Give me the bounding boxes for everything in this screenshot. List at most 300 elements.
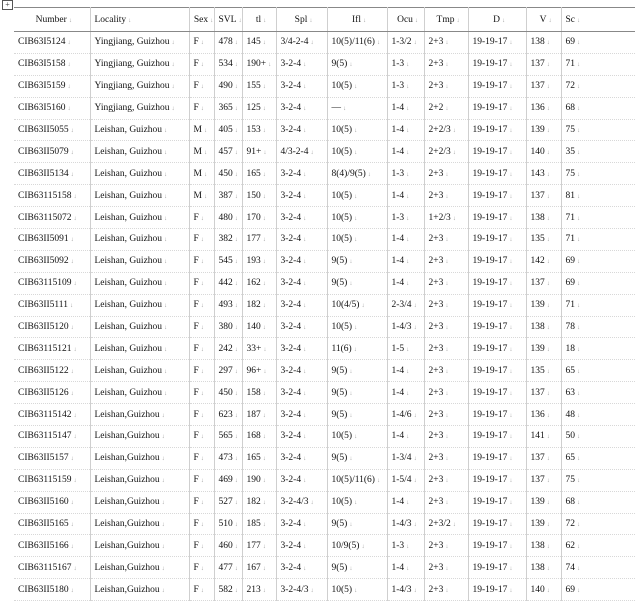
cell-locality: Yingjiang, Guizhou ↓ bbox=[90, 97, 189, 119]
cell-sex: F ↓ bbox=[189, 97, 214, 119]
table-row bbox=[14, 32, 635, 54]
cell-spl: 3-2-4 ↓ bbox=[276, 119, 327, 141]
cell-spl: 3-2-4 ↓ bbox=[276, 163, 327, 185]
table-row bbox=[14, 447, 635, 469]
cell-d: 19-19-17 ↓ bbox=[468, 53, 526, 75]
cell-tl: 158 ↓ bbox=[242, 382, 276, 404]
cell-number: CIB63115072 ↓ bbox=[14, 207, 90, 229]
cell-ifl: 10/9(5) ↓ bbox=[327, 535, 387, 557]
cell-tl: 193 ↓ bbox=[242, 250, 276, 272]
column-header-tmp: Tmp ↓ bbox=[424, 8, 468, 32]
cell-v: 139 ↓ bbox=[526, 491, 561, 513]
cell-ifl: 10(4/5) ↓ bbox=[327, 294, 387, 316]
cell-sc: 69 ↓ bbox=[561, 250, 635, 272]
cell-ifl: 10(5) ↓ bbox=[327, 185, 387, 207]
cell-tl: 165 ↓ bbox=[242, 447, 276, 469]
cell-svl: 493 ↓ bbox=[214, 294, 242, 316]
column-header-v: V ↓ bbox=[526, 8, 561, 32]
cell-locality: Leishan,Guizhou ↓ bbox=[90, 491, 189, 513]
cell-sex: F ↓ bbox=[189, 447, 214, 469]
cell-tmp: 2+3 ↓ bbox=[424, 491, 468, 513]
cell-ifl: 9(5) ↓ bbox=[327, 513, 387, 535]
cell-locality: Leishan, Guizhou ↓ bbox=[90, 316, 189, 338]
cell-number: CIB63I5124 ↓ bbox=[14, 32, 90, 54]
cell-d: 19-19-17 ↓ bbox=[468, 535, 526, 557]
table-row bbox=[14, 513, 635, 535]
cell-locality: Leishan, Guizhou ↓ bbox=[90, 141, 189, 163]
cell-v: 142 ↓ bbox=[526, 250, 561, 272]
cell-sex: F ↓ bbox=[189, 338, 214, 360]
cell-sex: F ↓ bbox=[189, 229, 214, 251]
cell-tmp: 2+3 ↓ bbox=[424, 53, 468, 75]
cell-ocu: 2-3/4 ↓ bbox=[387, 294, 424, 316]
cell-sex: F ↓ bbox=[189, 404, 214, 426]
cell-v: 137 ↓ bbox=[526, 447, 561, 469]
table-body bbox=[14, 32, 635, 601]
cell-ifl: 10(5)/11(6) ↓ bbox=[327, 32, 387, 54]
cell-sc: 71 ↓ bbox=[561, 294, 635, 316]
cell-locality: Leishan,Guizhou ↓ bbox=[90, 404, 189, 426]
cell-sex: F ↓ bbox=[189, 382, 214, 404]
cell-tl: 125 ↓ bbox=[242, 97, 276, 119]
cell-ocu: 1-4/6 ↓ bbox=[387, 404, 424, 426]
cell-v: 137 ↓ bbox=[526, 75, 561, 97]
cell-sc: 68 ↓ bbox=[561, 97, 635, 119]
cell-svl: 365 ↓ bbox=[214, 97, 242, 119]
cell-sex: F ↓ bbox=[189, 207, 214, 229]
cell-v: 138 ↓ bbox=[526, 32, 561, 54]
cell-locality: Yingjiang, Guizhou ↓ bbox=[90, 53, 189, 75]
cell-spl: 3-2-4 ↓ bbox=[276, 535, 327, 557]
cell-d: 19-19-17 ↓ bbox=[468, 185, 526, 207]
cell-sex: F ↓ bbox=[189, 579, 214, 601]
cell-ocu: 1-4/3 ↓ bbox=[387, 316, 424, 338]
cell-locality: Leishan, Guizhou ↓ bbox=[90, 119, 189, 141]
cell-d: 19-19-17 ↓ bbox=[468, 229, 526, 251]
cell-d: 19-19-17 ↓ bbox=[468, 426, 526, 448]
cell-tmp: 2+3 ↓ bbox=[424, 338, 468, 360]
cell-v: 137 ↓ bbox=[526, 469, 561, 491]
cell-ocu: 1-3/4 ↓ bbox=[387, 447, 424, 469]
cell-spl: 3-2-4 ↓ bbox=[276, 97, 327, 119]
cell-number: CIB63115121 ↓ bbox=[14, 338, 90, 360]
specimen-table bbox=[14, 7, 635, 601]
table-row bbox=[14, 557, 635, 579]
table-row bbox=[14, 53, 635, 75]
cell-locality: Leishan, Guizhou ↓ bbox=[90, 229, 189, 251]
cell-tmp: 2+3 ↓ bbox=[424, 32, 468, 54]
cell-spl: 3-2-4 ↓ bbox=[276, 557, 327, 579]
cell-tmp: 2+3 ↓ bbox=[424, 404, 468, 426]
cell-locality: Leishan,Guizhou ↓ bbox=[90, 557, 189, 579]
column-header-ocu: Ocu ↓ bbox=[387, 8, 424, 32]
cell-tmp: 2+3 ↓ bbox=[424, 163, 468, 185]
cell-tl: 155 ↓ bbox=[242, 75, 276, 97]
cell-ocu: 1-4/3 ↓ bbox=[387, 513, 424, 535]
cell-tl: 150 ↓ bbox=[242, 185, 276, 207]
column-header-sc: Sc ↓ bbox=[561, 8, 635, 32]
table-row bbox=[14, 404, 635, 426]
cell-ifl: 9(5) ↓ bbox=[327, 250, 387, 272]
cell-ocu: 1-4 ↓ bbox=[387, 557, 424, 579]
cell-tl: 162 ↓ bbox=[242, 272, 276, 294]
cell-d: 19-19-17 ↓ bbox=[468, 97, 526, 119]
cell-number: CIB63II5079 ↓ bbox=[14, 141, 90, 163]
cell-spl: 3-2-4 ↓ bbox=[276, 513, 327, 535]
cell-d: 19-19-17 ↓ bbox=[468, 404, 526, 426]
cell-spl: 3-2-4 ↓ bbox=[276, 316, 327, 338]
cell-tl: 33+ ↓ bbox=[242, 338, 276, 360]
cell-number: CIB63115109 ↓ bbox=[14, 272, 90, 294]
cell-ocu: 1-4 ↓ bbox=[387, 97, 424, 119]
cell-ifl: 10(5) ↓ bbox=[327, 141, 387, 163]
cell-number: CIB63II5111 ↓ bbox=[14, 294, 90, 316]
table-row bbox=[14, 338, 635, 360]
cell-v: 137 ↓ bbox=[526, 382, 561, 404]
cell-spl: 3-2-4 ↓ bbox=[276, 272, 327, 294]
cell-svl: 582 ↓ bbox=[214, 579, 242, 601]
cell-d: 19-19-17 ↓ bbox=[468, 491, 526, 513]
cell-v: 136 ↓ bbox=[526, 404, 561, 426]
table-row bbox=[14, 360, 635, 382]
cell-tmp: 2+2/3 ↓ bbox=[424, 119, 468, 141]
cell-ifl: 9(5) ↓ bbox=[327, 447, 387, 469]
cell-svl: 480 ↓ bbox=[214, 207, 242, 229]
cell-tl: 177 ↓ bbox=[242, 535, 276, 557]
cell-sex: F ↓ bbox=[189, 53, 214, 75]
cell-tl: 213 ↓ bbox=[242, 579, 276, 601]
cell-tl: 190+ ↓ bbox=[242, 53, 276, 75]
cell-number: CIB63I5158 ↓ bbox=[14, 53, 90, 75]
cell-locality: Leishan,Guizhou ↓ bbox=[90, 447, 189, 469]
cell-spl: 3-2-4 ↓ bbox=[276, 426, 327, 448]
cell-tmp: 2+3 ↓ bbox=[424, 294, 468, 316]
cell-tmp: 2+3 ↓ bbox=[424, 382, 468, 404]
cell-tmp: 2+3 ↓ bbox=[424, 426, 468, 448]
cell-ifl: 9(5) ↓ bbox=[327, 404, 387, 426]
cell-number: CIB63II5180 ↓ bbox=[14, 579, 90, 601]
cell-ifl: 9(5) ↓ bbox=[327, 272, 387, 294]
cell-d: 19-19-17 ↓ bbox=[468, 557, 526, 579]
cell-locality: Leishan,Guizhou ↓ bbox=[90, 535, 189, 557]
cell-d: 19-19-17 ↓ bbox=[468, 272, 526, 294]
cell-tmp: 2+3 ↓ bbox=[424, 229, 468, 251]
cell-tl: 96+ ↓ bbox=[242, 360, 276, 382]
cell-tmp: 2+3 ↓ bbox=[424, 447, 468, 469]
cell-spl: 3-2-4 ↓ bbox=[276, 294, 327, 316]
cell-sc: 68 ↓ bbox=[561, 491, 635, 513]
cell-spl: 3-2-4 ↓ bbox=[276, 404, 327, 426]
cell-sc: 63 ↓ bbox=[561, 382, 635, 404]
cell-number: CIB63I5159 ↓ bbox=[14, 75, 90, 97]
cell-sex: F ↓ bbox=[189, 294, 214, 316]
cell-ifl: 11(6) ↓ bbox=[327, 338, 387, 360]
table-row bbox=[14, 491, 635, 513]
cell-svl: 469 ↓ bbox=[214, 469, 242, 491]
cell-svl: 478 ↓ bbox=[214, 32, 242, 54]
cell-locality: Leishan, Guizhou ↓ bbox=[90, 360, 189, 382]
cell-ocu: 1-3 ↓ bbox=[387, 53, 424, 75]
cell-tl: 145 ↓ bbox=[242, 32, 276, 54]
table-row bbox=[14, 535, 635, 557]
cell-ocu: 1-4 ↓ bbox=[387, 491, 424, 513]
cell-spl: 4/3-2-4 ↓ bbox=[276, 141, 327, 163]
cell-d: 19-19-17 ↓ bbox=[468, 447, 526, 469]
cell-spl: 3-2-4/3 ↓ bbox=[276, 579, 327, 601]
cell-number: CIB63115159 ↓ bbox=[14, 469, 90, 491]
table-move-handle-icon[interactable]: + bbox=[2, 0, 13, 10]
cell-tl: 165 ↓ bbox=[242, 163, 276, 185]
cell-number: CIB63115142 ↓ bbox=[14, 404, 90, 426]
cell-ifl: 10(5) ↓ bbox=[327, 491, 387, 513]
cell-v: 139 ↓ bbox=[526, 513, 561, 535]
table-header-row bbox=[14, 8, 635, 32]
cell-ifl: 9(5) ↓ bbox=[327, 360, 387, 382]
cell-ifl: 9(5) ↓ bbox=[327, 382, 387, 404]
table-row bbox=[14, 579, 635, 601]
cell-number: CIB63II5134 ↓ bbox=[14, 163, 90, 185]
cell-number: CIB63I5160 ↓ bbox=[14, 97, 90, 119]
cell-number: CIB63II5166 ↓ bbox=[14, 535, 90, 557]
column-header-tl: tl ↓ bbox=[242, 8, 276, 32]
cell-svl: 473 ↓ bbox=[214, 447, 242, 469]
cell-sc: 18 ↓ bbox=[561, 338, 635, 360]
cell-locality: Leishan, Guizhou ↓ bbox=[90, 207, 189, 229]
cell-sc: 65 ↓ bbox=[561, 447, 635, 469]
cell-ocu: 1-3 ↓ bbox=[387, 75, 424, 97]
cell-d: 19-19-17 ↓ bbox=[468, 119, 526, 141]
cell-svl: 565 ↓ bbox=[214, 426, 242, 448]
cell-svl: 450 ↓ bbox=[214, 163, 242, 185]
cell-number: CIB63115167 ↓ bbox=[14, 557, 90, 579]
cell-spl: 3-2-4 ↓ bbox=[276, 338, 327, 360]
cell-spl: 3-2-4/3 ↓ bbox=[276, 491, 327, 513]
cell-svl: 382 ↓ bbox=[214, 229, 242, 251]
cell-ifl: 10(5) ↓ bbox=[327, 316, 387, 338]
table-row bbox=[14, 469, 635, 491]
cell-sex: F ↓ bbox=[189, 557, 214, 579]
cell-v: 140 ↓ bbox=[526, 141, 561, 163]
cell-number: CIB63II5126 ↓ bbox=[14, 382, 90, 404]
cell-ifl: 10(5) ↓ bbox=[327, 207, 387, 229]
cell-spl: 3-2-4 ↓ bbox=[276, 447, 327, 469]
cell-locality: Leishan, Guizhou ↓ bbox=[90, 250, 189, 272]
cell-spl: 3/4-2-4 ↓ bbox=[276, 32, 327, 54]
cell-tl: 91+ ↓ bbox=[242, 141, 276, 163]
cell-spl: 3-2-4 ↓ bbox=[276, 53, 327, 75]
cell-tl: 182 ↓ bbox=[242, 491, 276, 513]
cell-tmp: 2+3 ↓ bbox=[424, 75, 468, 97]
cell-v: 138 ↓ bbox=[526, 207, 561, 229]
cell-d: 19-19-17 ↓ bbox=[468, 360, 526, 382]
cell-v: 137 ↓ bbox=[526, 185, 561, 207]
cell-d: 19-19-17 ↓ bbox=[468, 294, 526, 316]
cell-ocu: 1-3 ↓ bbox=[387, 207, 424, 229]
cell-v: 136 ↓ bbox=[526, 97, 561, 119]
cell-locality: Yingjiang, Guizhou ↓ bbox=[90, 32, 189, 54]
cell-tl: 168 ↓ bbox=[242, 426, 276, 448]
cell-spl: 3-2-4 ↓ bbox=[276, 185, 327, 207]
cell-tmp: 2+3 ↓ bbox=[424, 250, 468, 272]
cell-tmp: 2+3/2 ↓ bbox=[424, 513, 468, 535]
cell-spl: 3-2-4 ↓ bbox=[276, 75, 327, 97]
cell-sc: 72 ↓ bbox=[561, 513, 635, 535]
cell-ocu: 1-5/4 ↓ bbox=[387, 469, 424, 491]
cell-svl: 490 ↓ bbox=[214, 75, 242, 97]
cell-sc: 65 ↓ bbox=[561, 360, 635, 382]
column-header-locality: Locality ↓ bbox=[90, 8, 189, 32]
cell-svl: 457 ↓ bbox=[214, 141, 242, 163]
cell-ifl: 10(5) ↓ bbox=[327, 229, 387, 251]
cell-v: 139 ↓ bbox=[526, 338, 561, 360]
cell-tmp: 2+3 ↓ bbox=[424, 316, 468, 338]
table-row bbox=[14, 185, 635, 207]
cell-svl: 545 ↓ bbox=[214, 250, 242, 272]
cell-sex: F ↓ bbox=[189, 32, 214, 54]
cell-d: 19-19-17 ↓ bbox=[468, 338, 526, 360]
table-row bbox=[14, 75, 635, 97]
cell-sc: 48 ↓ bbox=[561, 404, 635, 426]
cell-spl: 3-2-4 ↓ bbox=[276, 250, 327, 272]
column-header-svl: SVL ↓ bbox=[214, 8, 242, 32]
cell-ocu: 1-4 ↓ bbox=[387, 141, 424, 163]
cell-locality: Leishan,Guizhou ↓ bbox=[90, 513, 189, 535]
cell-locality: Yingjiang, Guizhou ↓ bbox=[90, 75, 189, 97]
cell-spl: 3-2-4 ↓ bbox=[276, 207, 327, 229]
cell-sc: 62 ↓ bbox=[561, 535, 635, 557]
cell-ocu: 1-3 ↓ bbox=[387, 163, 424, 185]
cell-v: 141 ↓ bbox=[526, 426, 561, 448]
cell-v: 138 ↓ bbox=[526, 316, 561, 338]
cell-ifl: 10(5)/11(6) ↓ bbox=[327, 469, 387, 491]
cell-spl: 3-2-4 ↓ bbox=[276, 229, 327, 251]
cell-ocu: 1-5 ↓ bbox=[387, 338, 424, 360]
cell-number: CIB63II5091 ↓ bbox=[14, 229, 90, 251]
cell-number: CIB63115147 ↓ bbox=[14, 426, 90, 448]
cell-locality: Leishan, Guizhou ↓ bbox=[90, 163, 189, 185]
cell-tmp: 2+2/3 ↓ bbox=[424, 141, 468, 163]
cell-v: 135 ↓ bbox=[526, 360, 561, 382]
cell-d: 19-19-17 ↓ bbox=[468, 469, 526, 491]
cell-ocu: 1-4 ↓ bbox=[387, 250, 424, 272]
cell-sex: F ↓ bbox=[189, 250, 214, 272]
cell-tl: 170 ↓ bbox=[242, 207, 276, 229]
cell-sc: 69 ↓ bbox=[561, 32, 635, 54]
cell-spl: 3-2-4 ↓ bbox=[276, 360, 327, 382]
cell-ifl: 9(5) ↓ bbox=[327, 53, 387, 75]
cell-v: 143 ↓ bbox=[526, 163, 561, 185]
cell-number: CIB63II5157 ↓ bbox=[14, 447, 90, 469]
cell-svl: 623 ↓ bbox=[214, 404, 242, 426]
cell-svl: 297 ↓ bbox=[214, 360, 242, 382]
cell-tmp: 2+3 ↓ bbox=[424, 535, 468, 557]
cell-d: 19-19-17 ↓ bbox=[468, 32, 526, 54]
table-row bbox=[14, 119, 635, 141]
table-row bbox=[14, 426, 635, 448]
cell-v: 138 ↓ bbox=[526, 557, 561, 579]
column-header-d: D ↓ bbox=[468, 8, 526, 32]
cell-tl: 185 ↓ bbox=[242, 513, 276, 535]
cell-svl: 534 ↓ bbox=[214, 53, 242, 75]
table-row bbox=[14, 163, 635, 185]
cell-ifl: 10(5) ↓ bbox=[327, 119, 387, 141]
cell-locality: Leishan, Guizhou ↓ bbox=[90, 382, 189, 404]
cell-locality: Leishan,Guizhou ↓ bbox=[90, 426, 189, 448]
cell-d: 19-19-17 ↓ bbox=[468, 579, 526, 601]
table-row bbox=[14, 272, 635, 294]
cell-sc: 72 ↓ bbox=[561, 75, 635, 97]
cell-tmp: 2+3 ↓ bbox=[424, 557, 468, 579]
cell-sc: 75 ↓ bbox=[561, 163, 635, 185]
cell-ocu: 1-4 ↓ bbox=[387, 360, 424, 382]
cell-svl: 510 ↓ bbox=[214, 513, 242, 535]
table-row bbox=[14, 250, 635, 272]
cell-ifl: 10(5) ↓ bbox=[327, 579, 387, 601]
cell-number: CIB63II5120 ↓ bbox=[14, 316, 90, 338]
cell-sex: F ↓ bbox=[189, 535, 214, 557]
cell-d: 19-19-17 ↓ bbox=[468, 382, 526, 404]
table-row bbox=[14, 316, 635, 338]
cell-sex: F ↓ bbox=[189, 426, 214, 448]
cell-svl: 477 ↓ bbox=[214, 557, 242, 579]
cell-number: CIB63II5092 ↓ bbox=[14, 250, 90, 272]
cell-ocu: 1-4/3 ↓ bbox=[387, 579, 424, 601]
cell-ocu: 1-4 ↓ bbox=[387, 382, 424, 404]
cell-sex: F ↓ bbox=[189, 513, 214, 535]
cell-spl: 3-2-4 ↓ bbox=[276, 382, 327, 404]
cell-number: CIB63II5055 ↓ bbox=[14, 119, 90, 141]
cell-locality: Leishan,Guizhou ↓ bbox=[90, 579, 189, 601]
cell-ocu: 1-3 ↓ bbox=[387, 535, 424, 557]
cell-locality: Leishan, Guizhou ↓ bbox=[90, 185, 189, 207]
cell-locality: Leishan, Guizhou ↓ bbox=[90, 294, 189, 316]
cell-svl: 450 ↓ bbox=[214, 382, 242, 404]
cell-sex: M ↓ bbox=[189, 185, 214, 207]
cell-sc: 71 ↓ bbox=[561, 53, 635, 75]
cell-d: 19-19-17 ↓ bbox=[468, 316, 526, 338]
cell-sc: 69 ↓ bbox=[561, 272, 635, 294]
cell-sc: 69 ↓ bbox=[561, 579, 635, 601]
table-row bbox=[14, 229, 635, 251]
cell-tmp: 1+2/3 ↓ bbox=[424, 207, 468, 229]
cell-ocu: 1-3/2 ↓ bbox=[387, 32, 424, 54]
cell-svl: 387 ↓ bbox=[214, 185, 242, 207]
column-header-sex: Sex ↓ bbox=[189, 8, 214, 32]
cell-tmp: 2+3 ↓ bbox=[424, 272, 468, 294]
cell-tl: 187 ↓ bbox=[242, 404, 276, 426]
cell-v: 137 ↓ bbox=[526, 272, 561, 294]
table-row bbox=[14, 141, 635, 163]
table-row bbox=[14, 207, 635, 229]
cell-ocu: 1-4 ↓ bbox=[387, 229, 424, 251]
cell-v: 137 ↓ bbox=[526, 53, 561, 75]
cell-tmp: 2+3 ↓ bbox=[424, 579, 468, 601]
cell-ifl: 9(5) ↓ bbox=[327, 557, 387, 579]
cell-tmp: 2+3 ↓ bbox=[424, 185, 468, 207]
cell-sex: F ↓ bbox=[189, 75, 214, 97]
cell-sc: 71 ↓ bbox=[561, 229, 635, 251]
cell-sex: F ↓ bbox=[189, 316, 214, 338]
cell-tl: 177 ↓ bbox=[242, 229, 276, 251]
cell-d: 19-19-17 ↓ bbox=[468, 207, 526, 229]
table-row bbox=[14, 382, 635, 404]
cell-number: CIB63II5160 ↓ bbox=[14, 491, 90, 513]
cell-svl: 460 ↓ bbox=[214, 535, 242, 557]
cell-sex: F ↓ bbox=[189, 272, 214, 294]
table-row bbox=[14, 97, 635, 119]
cell-sex: F ↓ bbox=[189, 491, 214, 513]
cell-ocu: 1-4 ↓ bbox=[387, 119, 424, 141]
